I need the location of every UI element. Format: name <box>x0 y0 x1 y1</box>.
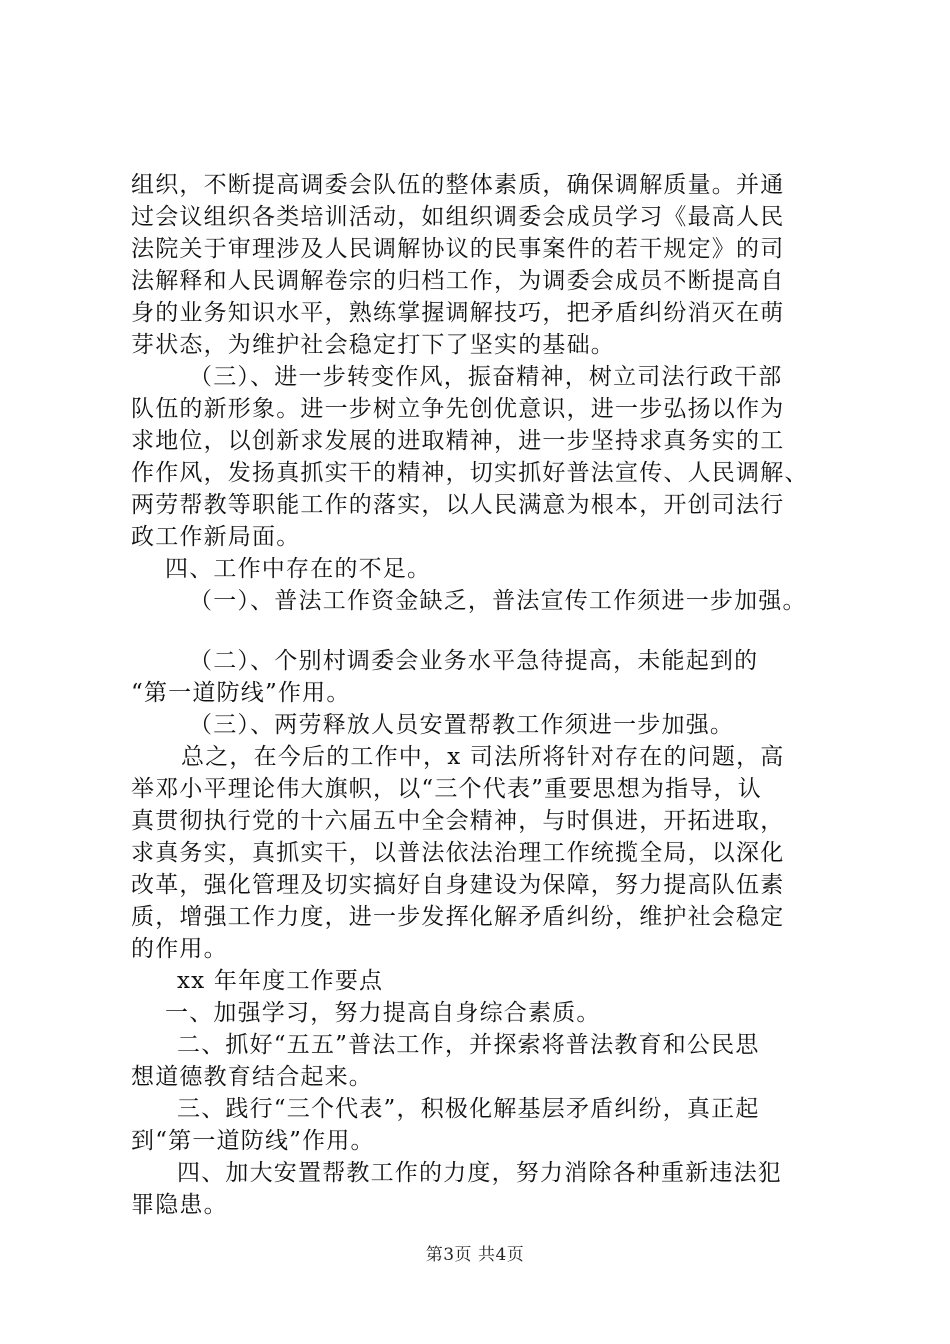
list-item: 四、加大安置帮教工作的力度，努力消除各种重新违法犯 <box>177 1160 782 1186</box>
text-line: 求真务实，真抓实干，以普法依法治理工作统揽全局，以深化 <box>131 840 785 866</box>
text-line: 举邓小平理论伟大旗帜，以“三个代表”重要思想为指导，认 <box>131 776 762 802</box>
text-line: 政工作新局面。 <box>131 524 301 550</box>
text-line: 求地位，以创新求发展的进取精神，进一步坚持求真务实的工 <box>131 428 785 454</box>
section-heading: 四、工作中存在的不足。 <box>165 556 432 582</box>
text-line: 组织，不断提高调委会队伍的整体素质，确保调解质量。并通 <box>131 172 785 198</box>
text-line: 质，增强工作力度，进一步发挥化解矛盾纠纷，维护社会稳定 <box>131 904 785 930</box>
paragraph-start: （三）、进一步转变作风，振奋精神，树立司法行政干部 <box>189 364 783 390</box>
document-body <box>131 169 831 1221</box>
text-line: 想道德教育结合起来。 <box>131 1064 373 1090</box>
paragraph-start: （三）、两劳释放人员安置帮教工作须进一步加强。 <box>189 712 735 738</box>
text-line: 两劳帮教等职能工作的落实，以人民满意为根本，开创司法行 <box>131 492 785 518</box>
text-line: 法院关于审理涉及人民调解协议的民事案件的若干规定》的司 <box>131 236 785 262</box>
text-line: 过会议组织各类培训活动，如组织调委会成员学习《最高人民 <box>131 204 785 230</box>
paragraph-gap <box>131 617 831 645</box>
text-line: 改革，强化管理及切实搞好自身建设为保障，努力提高队伍素 <box>131 872 785 898</box>
text-line: “第一道防线”作用。 <box>131 680 351 706</box>
list-item: 一、加强学习，努力提高自身综合素质。 <box>165 1000 601 1026</box>
text-line: 身的业务知识水平，熟练掌握调解技巧，把矛盾纠纷消灭在萌 <box>131 300 785 326</box>
text-line: 芽状态，为维护社会稳定打下了坚实的基础。 <box>131 332 615 358</box>
text-line: 队伍的新形象。进一步树立争先创优意识，进一步弘扬以作为 <box>131 396 785 422</box>
text-line: 的作用。 <box>131 936 228 962</box>
text-line: 法解释和人民调解卷宗的归档工作，为调委会成员不断提高自 <box>131 268 785 294</box>
paragraph-start: （二）、个别村调委会业务水平急待提高，未能起到的 <box>189 648 759 674</box>
paragraph-start: （一）、普法工作资金缺乏，普法宣传工作须进一步加强。 <box>189 588 807 614</box>
text-line: 罪隐患。 <box>131 1192 228 1218</box>
paragraph-start: 总之，在今后的工作中，x 司法所将针对存在的问题，高 <box>181 744 785 770</box>
text-line: 真贯彻执行党的十六届五中全会精神，与时俱进，开拓进取， <box>131 808 785 834</box>
page-number: 第3页 共4页 <box>425 1245 525 1265</box>
section-heading: xx 年年度工作要点 <box>177 968 384 994</box>
list-item: 二、抓好“五五”普法工作，并探索将普法教育和公民思 <box>177 1032 760 1058</box>
text-line: 到“第一道防线”作用。 <box>131 1128 375 1154</box>
text-line: 作作风，发扬真抓实干的精神，切实抓好普法宣传、人民调解、 <box>131 460 809 486</box>
list-item: 三、践行“三个代表”，积极化解基层矛盾纠纷，真正起 <box>177 1096 760 1122</box>
